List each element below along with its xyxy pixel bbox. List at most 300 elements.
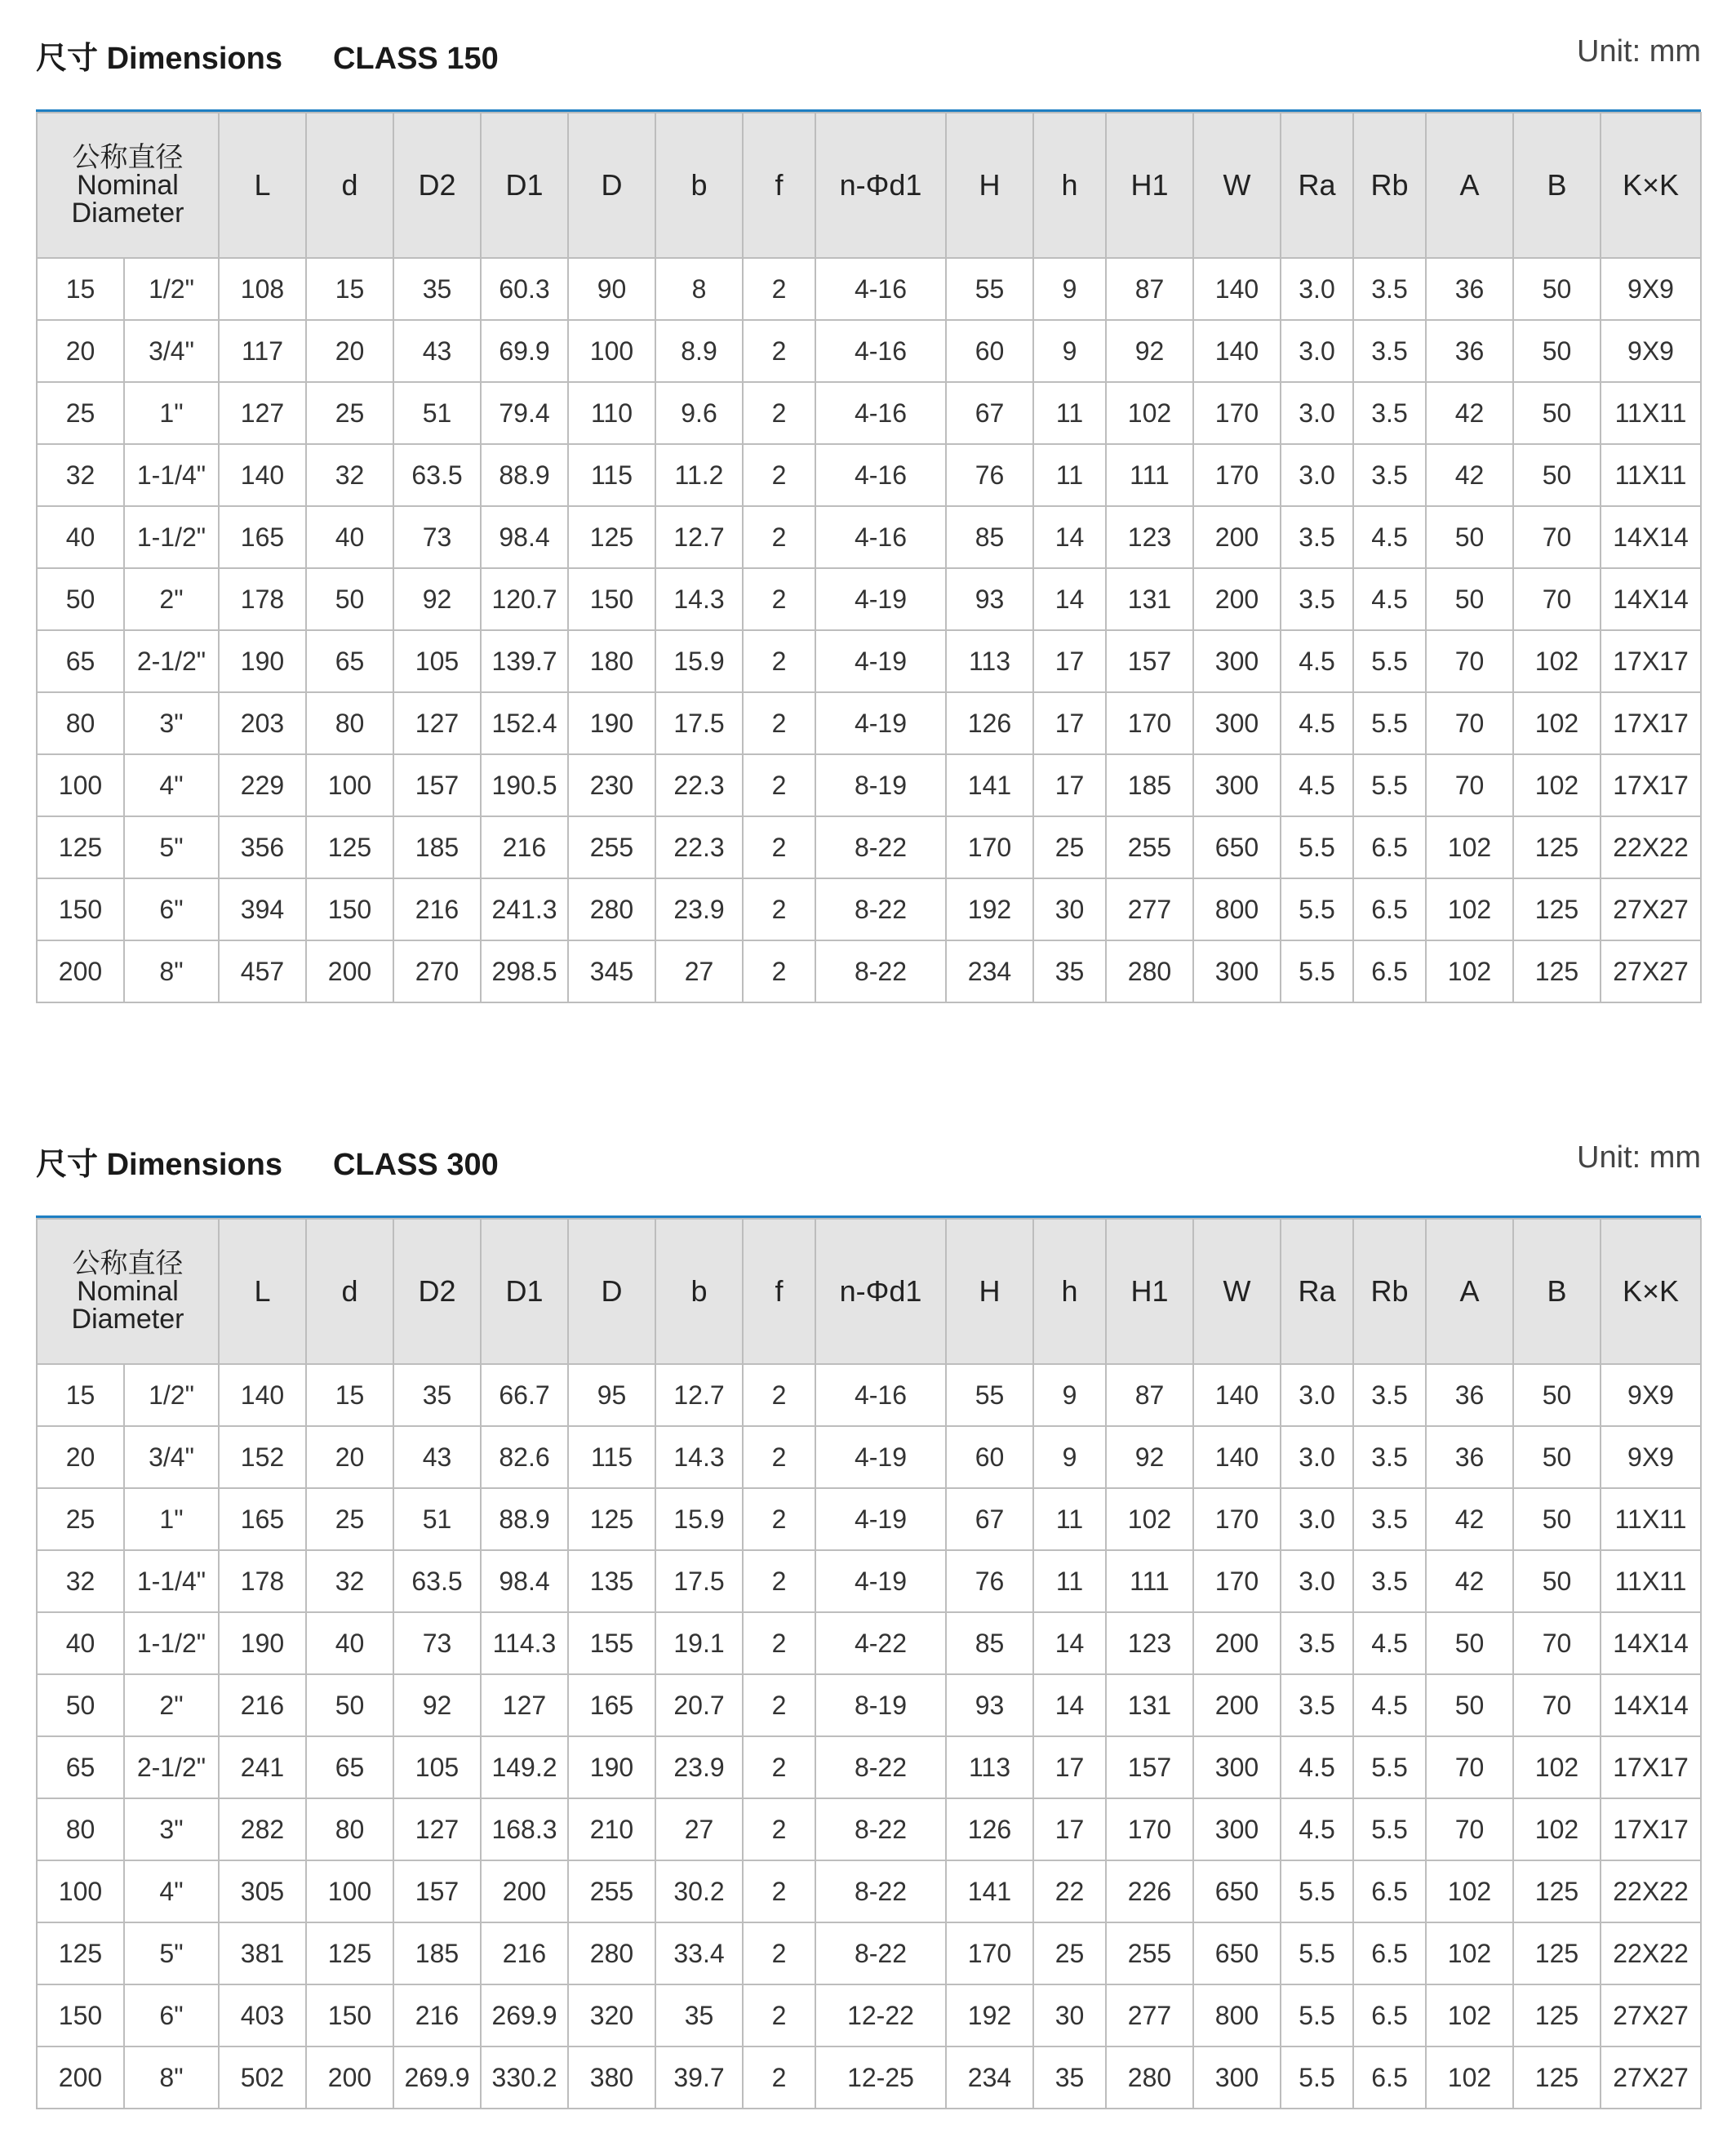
table-cell: 127 xyxy=(393,1798,481,1860)
table-cell: 170 xyxy=(1193,1488,1281,1550)
table-cell: 9 xyxy=(1033,1426,1106,1488)
table-cell: 2 xyxy=(743,506,815,568)
table-row xyxy=(37,878,1701,940)
table-cell: 6.5 xyxy=(1353,2046,1426,2109)
table-cell: 3.0 xyxy=(1281,444,1353,506)
table-cell: 380 xyxy=(568,2046,655,2109)
table-cell: 125 xyxy=(568,506,655,568)
table-cell: 6.5 xyxy=(1353,1984,1426,2046)
table-cell: 33.4 xyxy=(655,1922,743,1984)
table-cell: 2 xyxy=(743,444,815,506)
table-cell: 35 xyxy=(393,258,481,320)
table-cell: 27 xyxy=(655,940,743,1002)
table-cell: 131 xyxy=(1106,1674,1193,1736)
table-cell: 123 xyxy=(1106,506,1193,568)
table-cell: 11X11 xyxy=(1601,382,1701,444)
table-cell: 36 xyxy=(1426,1426,1513,1488)
table-cell: 3.0 xyxy=(1281,1550,1353,1612)
table-cell: 70 xyxy=(1426,1736,1513,1798)
column-header: K×K xyxy=(1601,1219,1701,1364)
table-cell: 80 xyxy=(306,692,393,754)
table-cell: 70 xyxy=(1426,1798,1513,1860)
table-cell: 105 xyxy=(393,1736,481,1798)
table-cell: 63.5 xyxy=(393,1550,481,1612)
table-cell: 4-19 xyxy=(815,1488,946,1550)
table-cell: 125 xyxy=(306,816,393,878)
nominal-diameter-header xyxy=(37,113,219,258)
table-cell: 330.2 xyxy=(481,2046,568,2109)
table-cell: 234 xyxy=(946,940,1033,1002)
unit-label: Unit: mm xyxy=(1577,34,1701,69)
table-cell: 27 xyxy=(655,1798,743,1860)
nominal-diameter-header xyxy=(37,1219,219,1364)
table-cell: 190 xyxy=(568,692,655,754)
table-cell: 100 xyxy=(37,1860,124,1922)
table-cell: 70 xyxy=(1426,630,1513,692)
table-cell: 2 xyxy=(743,630,815,692)
table-cell: 12.7 xyxy=(655,506,743,568)
table-cell: 60 xyxy=(946,1426,1033,1488)
table-cell: 345 xyxy=(568,940,655,1002)
table-cell: 394 xyxy=(219,878,306,940)
class-label: CLASS 300 xyxy=(332,1148,499,1182)
nominal-cn: 公称直径 xyxy=(72,142,184,173)
table-cell: 88.9 xyxy=(481,1488,568,1550)
table-cell: 50 xyxy=(1513,320,1601,382)
section-heading xyxy=(36,1131,1701,1212)
table-cell: 150 xyxy=(306,878,393,940)
table-cell: 300 xyxy=(1193,940,1281,1002)
table-cell: 229 xyxy=(219,754,306,816)
table-cell: 457 xyxy=(219,940,306,1002)
table-cell: 43 xyxy=(393,1426,481,1488)
table-cell: 11X11 xyxy=(1601,1550,1701,1612)
table-cell: 2 xyxy=(743,568,815,630)
column-header: h xyxy=(1033,113,1106,258)
table-cell: 2-1/2" xyxy=(124,630,219,692)
table-cell: 4.5 xyxy=(1353,1674,1426,1736)
table-cell: 100 xyxy=(37,754,124,816)
table-cell: 8" xyxy=(124,2046,219,2109)
table-cell: 8 xyxy=(655,258,743,320)
table-cell: 5.5 xyxy=(1353,754,1426,816)
table-cell: 2 xyxy=(743,754,815,816)
table-cell: 3.0 xyxy=(1281,258,1353,320)
table-cell: 35 xyxy=(393,1364,481,1426)
table-cell: 140 xyxy=(1193,1426,1281,1488)
table-cell: 70 xyxy=(1513,568,1601,630)
table-cell: 170 xyxy=(946,816,1033,878)
table-cell: 66.7 xyxy=(481,1364,568,1426)
table-cell: 241.3 xyxy=(481,878,568,940)
table-cell: 9X9 xyxy=(1601,1426,1701,1488)
table-row xyxy=(37,1364,1701,1426)
table-cell: 17X17 xyxy=(1601,692,1701,754)
table-cell: 1-1/2" xyxy=(124,506,219,568)
column-header: L xyxy=(219,113,306,258)
table-cell: 8-22 xyxy=(815,878,946,940)
table-cell: 127 xyxy=(481,1674,568,1736)
title-en: Dimensions xyxy=(106,1148,282,1182)
table-cell: 5.5 xyxy=(1353,630,1426,692)
table-cell: 150 xyxy=(568,568,655,630)
table-cell: 8.9 xyxy=(655,320,743,382)
table-cell: 320 xyxy=(568,1984,655,2046)
table-cell: 35 xyxy=(1033,2046,1106,2109)
table-cell: 1/2" xyxy=(124,1364,219,1426)
table-cell: 80 xyxy=(37,1798,124,1860)
table-cell: 2 xyxy=(743,1984,815,2046)
table-row xyxy=(37,382,1701,444)
table-cell: 40 xyxy=(37,1612,124,1674)
table-cell: 19.1 xyxy=(655,1612,743,1674)
table-cell: 102 xyxy=(1106,382,1193,444)
nominal-en-2: Diameter xyxy=(71,1304,184,1335)
table-cell: 2 xyxy=(743,1860,815,1922)
table-cell: 12-22 xyxy=(815,1984,946,2046)
nominal-en-2: Diameter xyxy=(71,198,184,229)
table-cell: 125 xyxy=(1513,816,1601,878)
table-cell: 15 xyxy=(306,258,393,320)
table-cell: 168.3 xyxy=(481,1798,568,1860)
table-cell: 27X27 xyxy=(1601,2046,1701,2109)
table-cell: 4-16 xyxy=(815,258,946,320)
table-cell: 5.5 xyxy=(1281,878,1353,940)
table-cell: 277 xyxy=(1106,1984,1193,2046)
column-header: b xyxy=(655,1219,743,1364)
table-row xyxy=(37,320,1701,382)
column-header: D2 xyxy=(393,113,481,258)
table-cell: 5.5 xyxy=(1353,1736,1426,1798)
table-cell: 32 xyxy=(306,1550,393,1612)
table-cell: 50 xyxy=(1513,258,1601,320)
table-cell: 178 xyxy=(219,568,306,630)
table-cell: 185 xyxy=(393,1922,481,1984)
column-header: Ra xyxy=(1281,1219,1353,1364)
table-cell: 14.3 xyxy=(655,568,743,630)
table-cell: 4.5 xyxy=(1281,754,1353,816)
table-cell: 8-22 xyxy=(815,1860,946,1922)
table-cell: 80 xyxy=(306,1798,393,1860)
column-header: K×K xyxy=(1601,113,1701,258)
table-cell: 36 xyxy=(1426,1364,1513,1426)
table-cell: 70 xyxy=(1426,692,1513,754)
column-header: B xyxy=(1513,1219,1601,1364)
table-cell: 5.5 xyxy=(1281,940,1353,1002)
table-cell: 100 xyxy=(568,320,655,382)
table-row xyxy=(37,1984,1701,2046)
table-cell: 42 xyxy=(1426,444,1513,506)
table-cell: 102 xyxy=(1426,2046,1513,2109)
table-cell: 63.5 xyxy=(393,444,481,506)
table-cell: 149.2 xyxy=(481,1736,568,1798)
table-cell: 200 xyxy=(1193,506,1281,568)
table-cell: 17.5 xyxy=(655,692,743,754)
table-cell: 9 xyxy=(1033,320,1106,382)
table-row xyxy=(37,630,1701,692)
table-cell: 4.5 xyxy=(1281,692,1353,754)
table-cell: 15 xyxy=(37,1364,124,1426)
table-cell: 140 xyxy=(1193,320,1281,382)
table-cell: 300 xyxy=(1193,1736,1281,1798)
table-cell: 403 xyxy=(219,1984,306,2046)
column-header: f xyxy=(743,1219,815,1364)
table-cell: 8-19 xyxy=(815,754,946,816)
table-cell: 120.7 xyxy=(481,568,568,630)
table-cell: 4-19 xyxy=(815,630,946,692)
table-cell: 5" xyxy=(124,1922,219,1984)
table-cell: 50 xyxy=(1513,1364,1601,1426)
table-cell: 8" xyxy=(124,940,219,1002)
table-cell: 277 xyxy=(1106,878,1193,940)
table-cell: 125 xyxy=(1513,1922,1601,1984)
table-cell: 17X17 xyxy=(1601,1798,1701,1860)
table-row xyxy=(37,1922,1701,1984)
table-cell: 2 xyxy=(743,1922,815,1984)
table-cell: 102 xyxy=(1513,754,1601,816)
table-cell: 110 xyxy=(568,382,655,444)
table-cell: 125 xyxy=(1513,878,1601,940)
table-cell: 165 xyxy=(219,506,306,568)
column-header: f xyxy=(743,113,815,258)
table-cell: 25 xyxy=(1033,1922,1106,1984)
table-cell: 20 xyxy=(306,320,393,382)
table-cell: 51 xyxy=(393,1488,481,1550)
table-cell: 11X11 xyxy=(1601,1488,1701,1550)
column-header: h xyxy=(1033,1219,1106,1364)
table-cell: 102 xyxy=(1426,878,1513,940)
table-cell: 30.2 xyxy=(655,1860,743,1922)
table-cell: 190.5 xyxy=(481,754,568,816)
title-cn: 尺寸 xyxy=(36,1148,99,1182)
table-cell: 4" xyxy=(124,1860,219,1922)
table-cell: 255 xyxy=(1106,816,1193,878)
column-header: H1 xyxy=(1106,113,1193,258)
table-cell: 5.5 xyxy=(1281,816,1353,878)
column-header: H1 xyxy=(1106,1219,1193,1364)
table-cell: 234 xyxy=(946,2046,1033,2109)
table-cell: 126 xyxy=(946,692,1033,754)
table-cell: 200 xyxy=(1193,1674,1281,1736)
table-cell: 3.5 xyxy=(1353,258,1426,320)
table-cell: 1-1/2" xyxy=(124,1612,219,1674)
table-cell: 180 xyxy=(568,630,655,692)
table-cell: 125 xyxy=(1513,940,1601,1002)
table-cell: 40 xyxy=(306,1612,393,1674)
table-cell: 1-1/4" xyxy=(124,444,219,506)
table-cell: 152 xyxy=(219,1426,306,1488)
table-cell: 6.5 xyxy=(1353,1922,1426,1984)
table-cell: 117 xyxy=(219,320,306,382)
table-cell: 102 xyxy=(1426,940,1513,1002)
table-cell: 216 xyxy=(393,1984,481,2046)
table-cell: 650 xyxy=(1193,816,1281,878)
table-cell: 3.0 xyxy=(1281,382,1353,444)
table-cell: 22.3 xyxy=(655,816,743,878)
table-cell: 157 xyxy=(393,754,481,816)
table-cell: 93 xyxy=(946,568,1033,630)
table-cell: 102 xyxy=(1426,1922,1513,1984)
table-cell: 3.5 xyxy=(1353,1488,1426,1550)
table-cell: 35 xyxy=(1033,940,1106,1002)
table-row xyxy=(37,1674,1701,1736)
unit-label: Unit: mm xyxy=(1577,1140,1701,1175)
table-cell: 65 xyxy=(37,1736,124,1798)
table-cell: 4.5 xyxy=(1281,1798,1353,1860)
column-header: W xyxy=(1193,113,1281,258)
table-cell: 216 xyxy=(219,1674,306,1736)
table-cell: 140 xyxy=(219,444,306,506)
column-header: L xyxy=(219,1219,306,1364)
table-cell: 1-1/4" xyxy=(124,1550,219,1612)
header-row xyxy=(37,1219,1701,1364)
table-cell: 9 xyxy=(1033,258,1106,320)
table-cell: 300 xyxy=(1193,630,1281,692)
table-cell: 50 xyxy=(1513,1426,1601,1488)
table-cell: 17X17 xyxy=(1601,754,1701,816)
table-cell: 11.2 xyxy=(655,444,743,506)
table-cell: 87 xyxy=(1106,258,1193,320)
table-cell: 280 xyxy=(568,878,655,940)
column-header: D1 xyxy=(481,1219,568,1364)
table-cell: 9X9 xyxy=(1601,258,1701,320)
table-cell: 2 xyxy=(743,1364,815,1426)
table-cell: 36 xyxy=(1426,320,1513,382)
table-cell: 140 xyxy=(1193,1364,1281,1426)
table-cell: 102 xyxy=(1426,1984,1513,2046)
table-cell: 35 xyxy=(655,1984,743,2046)
table-cell: 60.3 xyxy=(481,258,568,320)
table-cell: 65 xyxy=(37,630,124,692)
nominal-en-1: Nominal xyxy=(77,170,179,201)
table-cell: 76 xyxy=(946,1550,1033,1612)
table-cell: 3.5 xyxy=(1281,568,1353,630)
table-cell: 111 xyxy=(1106,444,1193,506)
table-cell: 255 xyxy=(1106,1922,1193,1984)
table-cell: 17 xyxy=(1033,630,1106,692)
table-cell: 50 xyxy=(1426,568,1513,630)
table-cell: 300 xyxy=(1193,1798,1281,1860)
table-cell: 50 xyxy=(1513,444,1601,506)
table-cell: 42 xyxy=(1426,382,1513,444)
table-cell: 3.5 xyxy=(1353,382,1426,444)
table-cell: 14 xyxy=(1033,1612,1106,1674)
table-cell: 125 xyxy=(1513,2046,1601,2109)
table-cell: 200 xyxy=(306,2046,393,2109)
table-row xyxy=(37,506,1701,568)
table-cell: 50 xyxy=(1426,506,1513,568)
table-cell: 3/4" xyxy=(124,320,219,382)
title-cn: 尺寸 xyxy=(36,42,99,76)
table-cell: 80 xyxy=(37,692,124,754)
table-cell: 25 xyxy=(37,1488,124,1550)
column-header: Ra xyxy=(1281,113,1353,258)
table-cell: 155 xyxy=(568,1612,655,1674)
table-cell: 170 xyxy=(1193,1550,1281,1612)
table-cell: 127 xyxy=(219,382,306,444)
table-cell: 650 xyxy=(1193,1922,1281,1984)
table-row xyxy=(37,568,1701,630)
table-cell: 2 xyxy=(743,1612,815,1674)
table-cell: 22X22 xyxy=(1601,816,1701,878)
table-row xyxy=(37,1488,1701,1550)
table-cell: 42 xyxy=(1426,1488,1513,1550)
table-cell: 70 xyxy=(1426,754,1513,816)
table-cell: 190 xyxy=(219,1612,306,1674)
table-cell: 50 xyxy=(1513,1488,1601,1550)
table-cell: 127 xyxy=(393,692,481,754)
table-cell: 3.5 xyxy=(1353,444,1426,506)
table-cell: 165 xyxy=(568,1674,655,1736)
column-header: Rb xyxy=(1353,113,1426,258)
table-cell: 88.9 xyxy=(481,444,568,506)
table-row xyxy=(37,2046,1701,2109)
table-cell: 20 xyxy=(306,1426,393,1488)
table-cell: 5.5 xyxy=(1281,1922,1353,1984)
table-cell: 2 xyxy=(743,1674,815,1736)
table-cell: 65 xyxy=(306,630,393,692)
table-cell: 43 xyxy=(393,320,481,382)
table-cell: 8-22 xyxy=(815,1736,946,1798)
table-cell: 30 xyxy=(1033,878,1106,940)
table-row xyxy=(37,692,1701,754)
table-cell: 20 xyxy=(37,320,124,382)
table-cell: 50 xyxy=(1513,382,1601,444)
table-cell: 2 xyxy=(743,258,815,320)
table-cell: 102 xyxy=(1513,1736,1601,1798)
table-cell: 800 xyxy=(1193,878,1281,940)
table-cell: 27X27 xyxy=(1601,1984,1701,2046)
table-cell: 502 xyxy=(219,2046,306,2109)
table-cell: 73 xyxy=(393,506,481,568)
table-cell: 23.9 xyxy=(655,878,743,940)
table-cell: 269.9 xyxy=(393,2046,481,2109)
table-cell: 3.5 xyxy=(1353,1364,1426,1426)
table-cell: 2" xyxy=(124,568,219,630)
table-cell: 17 xyxy=(1033,1798,1106,1860)
table-cell: 50 xyxy=(37,568,124,630)
column-header: d xyxy=(306,113,393,258)
table-cell: 5.5 xyxy=(1281,1860,1353,1922)
table-cell: 3/4" xyxy=(124,1426,219,1488)
table-cell: 14 xyxy=(1033,1674,1106,1736)
table-cell: 70 xyxy=(1513,1674,1601,1736)
table-cell: 22X22 xyxy=(1601,1922,1701,1984)
table-cell: 3" xyxy=(124,1798,219,1860)
table-cell: 12-25 xyxy=(815,2046,946,2109)
table-cell: 32 xyxy=(37,1550,124,1612)
table-cell: 4.5 xyxy=(1353,568,1426,630)
table-cell: 67 xyxy=(946,382,1033,444)
table-cell: 14 xyxy=(1033,506,1106,568)
table-cell: 5.5 xyxy=(1353,1798,1426,1860)
table-cell: 11 xyxy=(1033,382,1106,444)
table-cell: 3.5 xyxy=(1353,1426,1426,1488)
table-cell: 170 xyxy=(1106,692,1193,754)
table-cell: 9 xyxy=(1033,1364,1106,1426)
nominal-cn: 公称直径 xyxy=(72,1248,184,1279)
table-cell: 125 xyxy=(37,1922,124,1984)
table-cell: 226 xyxy=(1106,1860,1193,1922)
table-cell: 55 xyxy=(946,258,1033,320)
table-cell: 14X14 xyxy=(1601,506,1701,568)
column-header: A xyxy=(1426,113,1513,258)
table-cell: 3.0 xyxy=(1281,320,1353,382)
table-row xyxy=(37,940,1701,1002)
table-cell: 5" xyxy=(124,816,219,878)
table-cell: 2 xyxy=(743,1736,815,1798)
table-cell: 170 xyxy=(1106,1798,1193,1860)
